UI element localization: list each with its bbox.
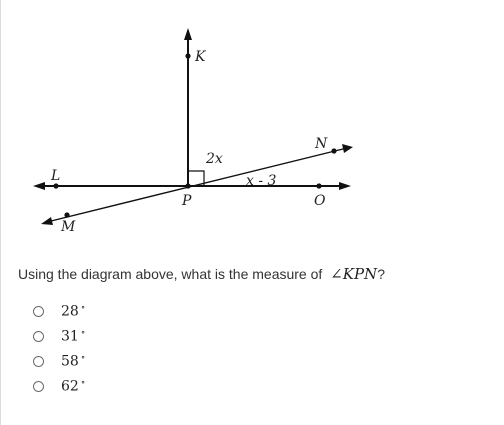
point-m	[64, 212, 69, 217]
arrowhead-left-icon	[33, 182, 45, 190]
option-value: 62	[61, 378, 79, 395]
point-p	[185, 183, 190, 188]
degree-symbol: ∘	[80, 378, 86, 389]
label-n: N	[315, 136, 328, 152]
radio-button[interactable]	[33, 381, 44, 392]
point-k	[185, 53, 190, 58]
answer-option-62[interactable]	[33, 374, 85, 399]
label-m: M	[61, 219, 76, 235]
option-value: 58	[61, 353, 79, 370]
answer-options	[33, 299, 85, 399]
angle-kpn-label: 2x	[206, 151, 223, 167]
option-label	[61, 353, 85, 370]
point-l	[53, 183, 58, 188]
arrowhead-right-icon	[339, 182, 351, 190]
point-o	[316, 183, 321, 188]
degree-symbol: ∘	[80, 353, 86, 364]
answer-option-58[interactable]	[33, 349, 85, 374]
label-o: O	[314, 193, 326, 209]
option-label	[61, 328, 85, 345]
option-label	[61, 303, 85, 320]
angle-symbol: ∠	[330, 265, 343, 283]
angle-name: KPN	[342, 265, 378, 283]
radio-button[interactable]	[33, 306, 44, 317]
angle-expression	[330, 265, 377, 283]
degree-symbol: ∘	[80, 303, 86, 314]
geometry-diagram	[1, 0, 504, 250]
degree-symbol: ∘	[80, 328, 86, 339]
radio-button[interactable]	[33, 356, 44, 367]
question-punctuation: ?	[377, 266, 385, 282]
arrowhead-n-icon	[342, 144, 353, 153]
label-l: L	[51, 168, 61, 184]
angle-npo-label: x - 3	[246, 173, 277, 189]
answer-option-28[interactable]	[33, 299, 85, 324]
arrowhead-m-icon	[41, 217, 53, 225]
arrowhead-k-icon	[184, 28, 192, 40]
label-k: K	[195, 49, 206, 65]
option-label	[61, 378, 85, 395]
option-value: 28	[61, 303, 79, 320]
question-prompt	[18, 265, 385, 283]
option-value: 31	[61, 328, 79, 345]
point-n	[331, 148, 336, 153]
radio-button[interactable]	[33, 331, 44, 342]
question-text: Using the diagram above, what is the measure of	[18, 266, 323, 282]
answer-option-31[interactable]	[33, 324, 85, 349]
label-p: P	[182, 193, 192, 209]
